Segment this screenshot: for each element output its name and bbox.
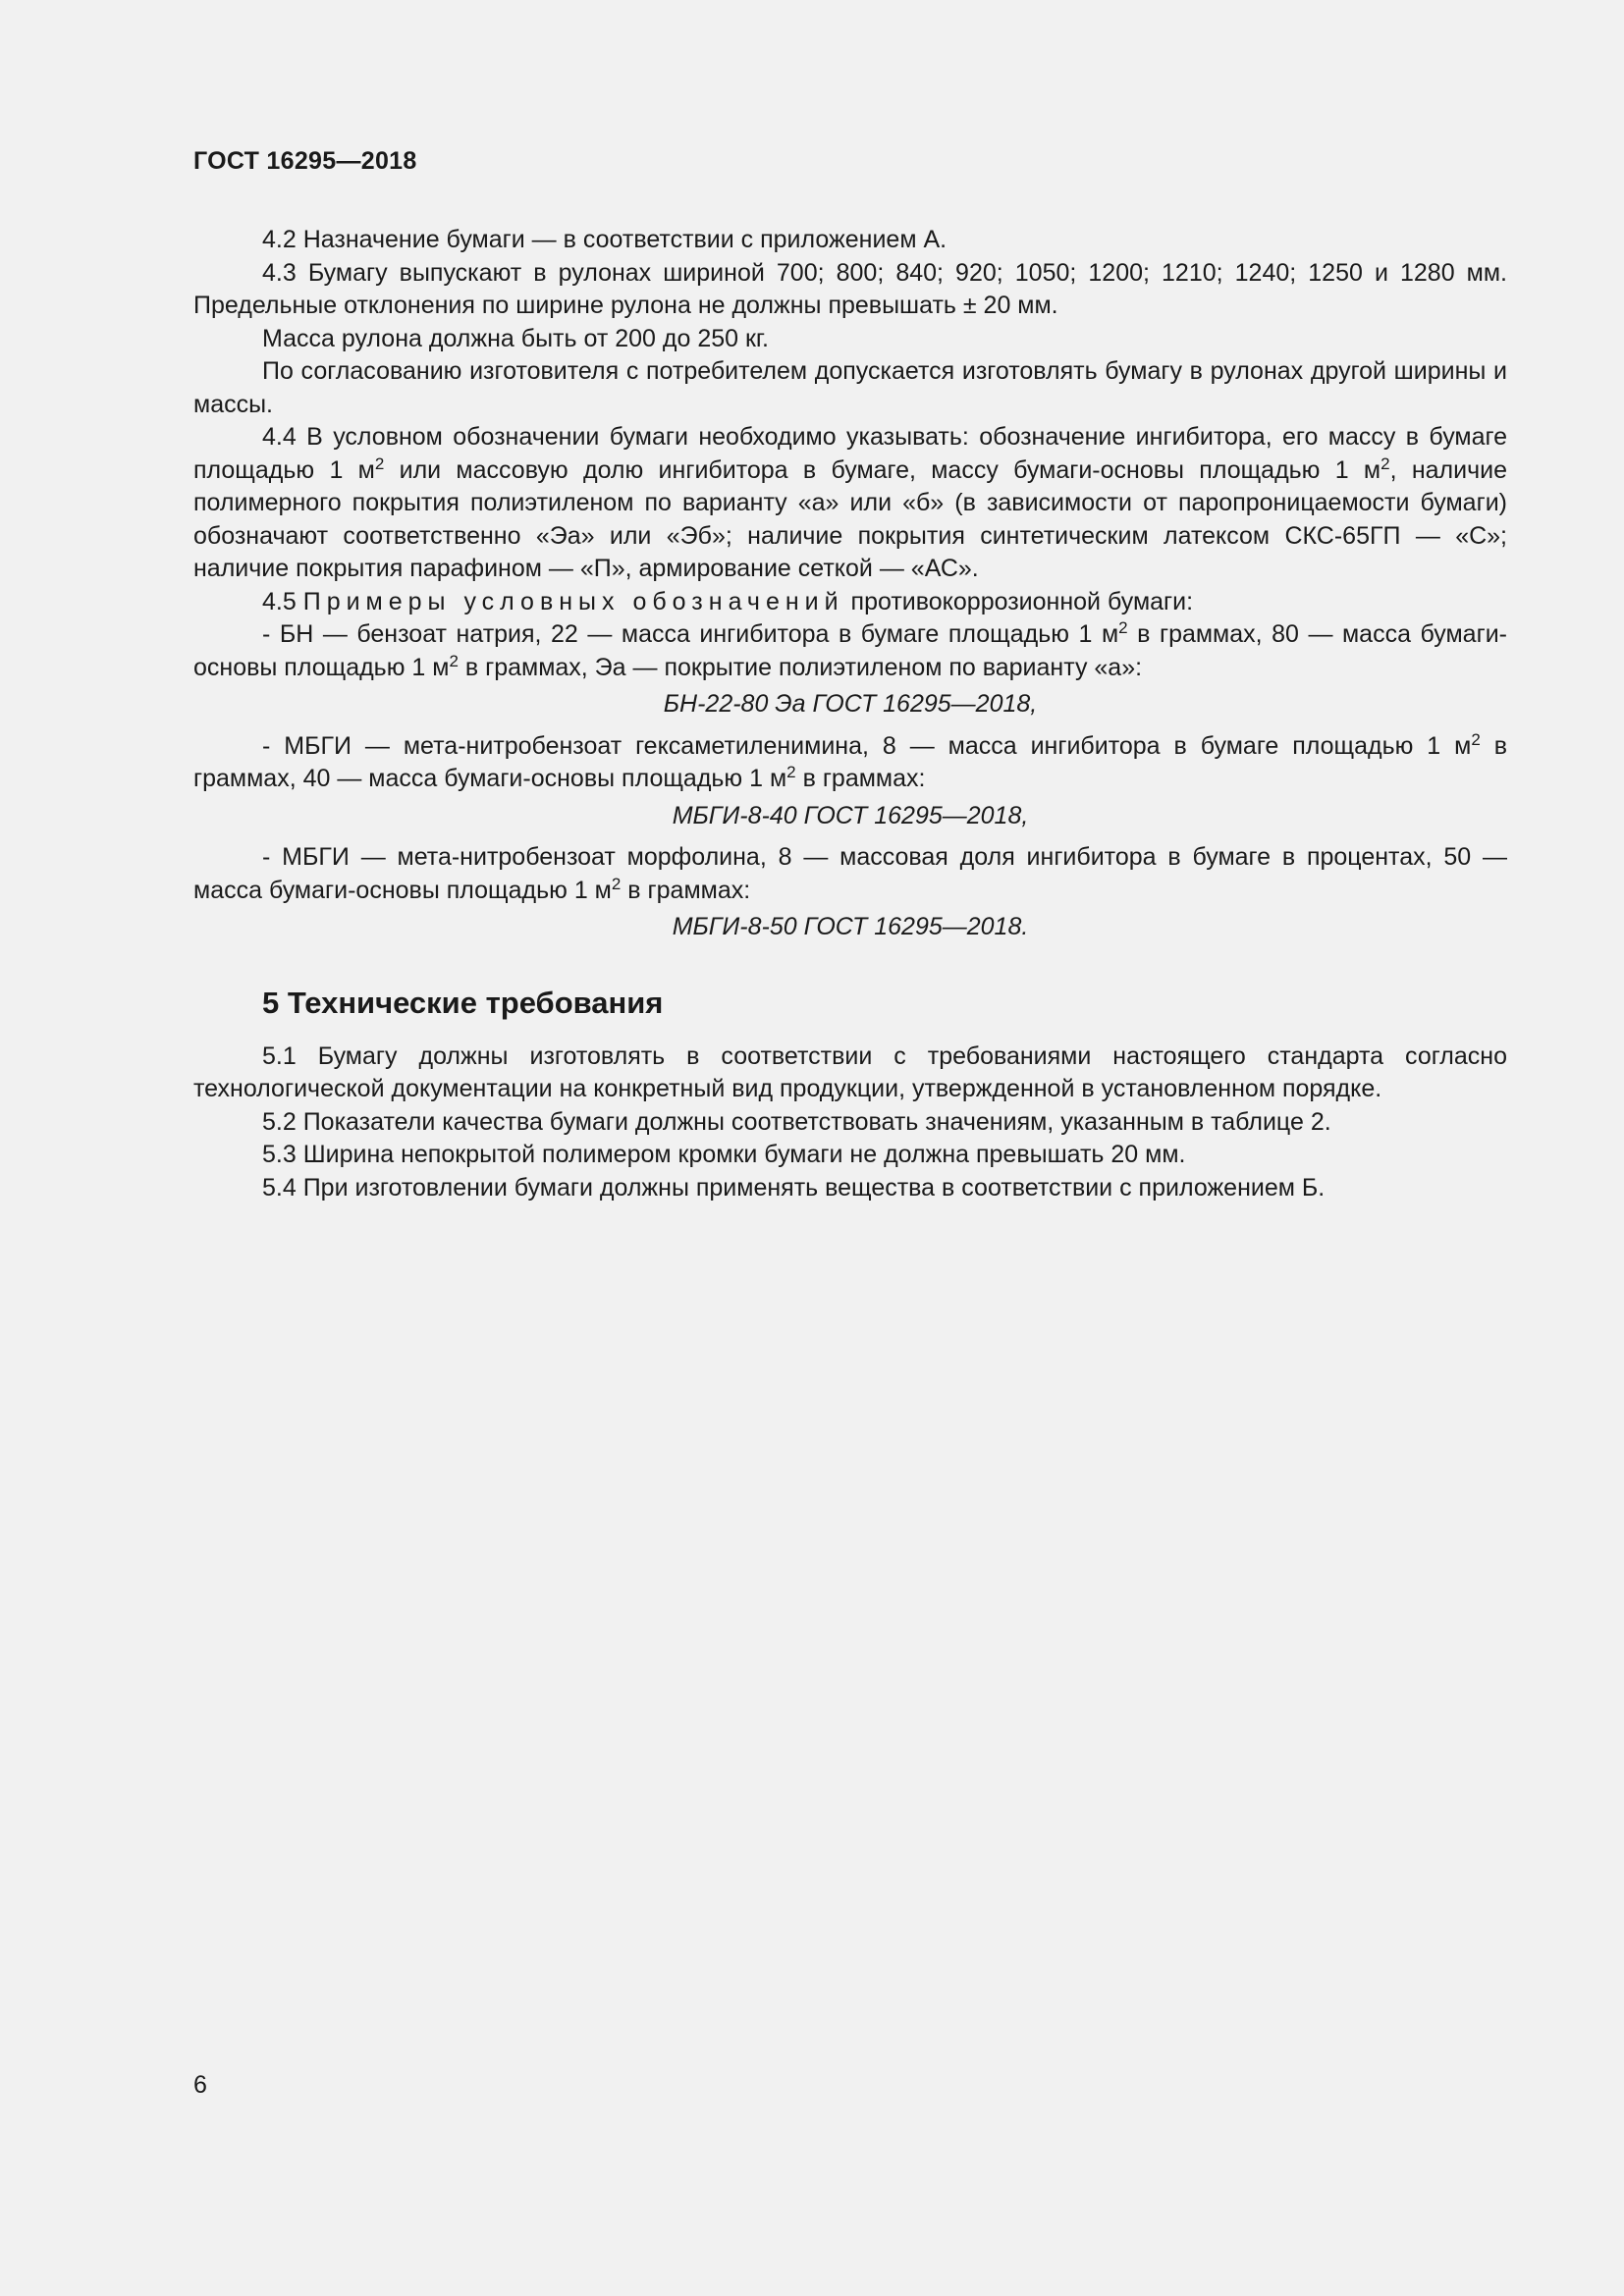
section-5-title: 5 Технические требования bbox=[262, 985, 664, 1020]
superscript: 2 bbox=[374, 454, 385, 473]
example-2-part3: в граммах: bbox=[795, 765, 926, 792]
superscript: 2 bbox=[1118, 618, 1128, 637]
paragraph-roll-mass: Масса рулона должна быть от 200 до 250 кг. bbox=[262, 324, 769, 352]
example-1-part1: - БН — бензоат натрия, 22 — масса ингибитора в бумаге площадью 1 м bbox=[262, 620, 1119, 648]
paragraph-4-4-part1: 4.4 В условном обозначении бумаги необходимо указывать: обозначение ингибитора, его массу в бумаге площадью 1 м bbox=[193, 423, 1507, 484]
paragraph-4-5-number: 4.5 bbox=[262, 587, 297, 615]
example-2-description bbox=[193, 730, 1507, 796]
paragraph-4-3: 4.3 Бумагу выпускают в рулонах шириной 700; 800; 840; 920; 1050; 1200; 1210; 1240; 1250 и 1280 мм. Предельные отклонения по ширине рулона не должны превышать ± 20 мм. bbox=[193, 258, 1507, 319]
paragraph-5-3: 5.3 Ширина непокрытой полимером кромки бумаги не должна превышать 20 мм. bbox=[262, 1141, 1186, 1168]
example-1-designation: БН-22-80 Эа ГОСТ 16295—2018, bbox=[663, 690, 1038, 718]
paragraph-5-1: 5.1 Бумагу должны изготовлять в соответствии с требованиями настоящего стандарта согласно технологической документации на конкретный вид продукции, утвержденной в установленном порядке. bbox=[193, 1041, 1507, 1102]
example-3-part1: - МБГИ — мета-нитробензоат морфолина, 8 — массовая доля ингибитора в бумаге в процентах, 50 — масса бумаги-основы площадью 1 м bbox=[193, 843, 1507, 904]
example-3-designation: МБГИ-8-50 ГОСТ 16295—2018. bbox=[672, 913, 1029, 940]
paragraph-5-2: 5.2 Показатели качества бумаги должны соответствовать значениям, указанным в таблице 2. bbox=[262, 1107, 1331, 1136]
example-2-designation: МБГИ-8-40 ГОСТ 16295—2018, bbox=[672, 801, 1029, 829]
superscript: 2 bbox=[1380, 454, 1390, 473]
paragraph-5-4: 5.4 При изготовлении бумаги должны применять вещества в соответствии с приложением Б. bbox=[262, 1173, 1326, 1201]
example-3-part2: в граммах: bbox=[621, 876, 751, 904]
document-body bbox=[193, 224, 1507, 1204]
example-2-part1: - МБГИ — мета-нитробензоат гексаметиленимина, 8 — масса ингибитора в бумаге площадью 1 м bbox=[262, 731, 1472, 760]
paragraph-4-4-part2: или массовую долю ингибитора в бумаге, массу бумаги-основы площадью 1 м bbox=[384, 455, 1381, 484]
example-2-part2: в граммах, 40 — масса бумаги-основы площадью 1 м bbox=[193, 731, 1507, 792]
document-header: ГОСТ 16295—2018 bbox=[193, 147, 417, 175]
example-1-description bbox=[193, 618, 1507, 684]
paragraph-4-5-rest: противокоррозионной бумаги: bbox=[850, 587, 1194, 615]
example-3-description bbox=[193, 841, 1507, 907]
paragraph-4-5 bbox=[193, 586, 1507, 619]
paragraph-agreement: По согласованию изготовителя с потребителем допускается изготовлять бумагу в рулонах другой ширины и массы. bbox=[193, 357, 1507, 418]
example-1-part2: в граммах, 80 — масса бумаги-основы площадью 1 м bbox=[193, 620, 1507, 681]
paragraph-4-5-spaced-heading: Примеры условных обозначений bbox=[302, 587, 844, 615]
superscript: 2 bbox=[449, 651, 459, 670]
page-number: 6 bbox=[193, 2071, 207, 2099]
paragraph-4-4 bbox=[193, 421, 1507, 586]
superscript: 2 bbox=[611, 874, 622, 893]
superscript: 2 bbox=[786, 763, 796, 781]
example-1-part3: в граммах, Эа — покрытие полиэтиленом по варианту «а»: bbox=[458, 653, 1143, 681]
superscript: 2 bbox=[1471, 729, 1481, 749]
paragraph-4-2: 4.2 Назначение бумаги — в соответствии с приложением А. bbox=[262, 226, 947, 253]
paragraph-4-4-part3: , наличие полимерного покрытия полиэтиленом по варианту «а» или «б» (в зависимости от паропроницаемости бумаги) обозначают соответственно «Эа» или «Эб»; наличие покрытия синтетическим латексом СКС-65ГП — «С»; наличие покрытия парафином — «П», армирование сеткой — «АС». bbox=[193, 455, 1507, 582]
